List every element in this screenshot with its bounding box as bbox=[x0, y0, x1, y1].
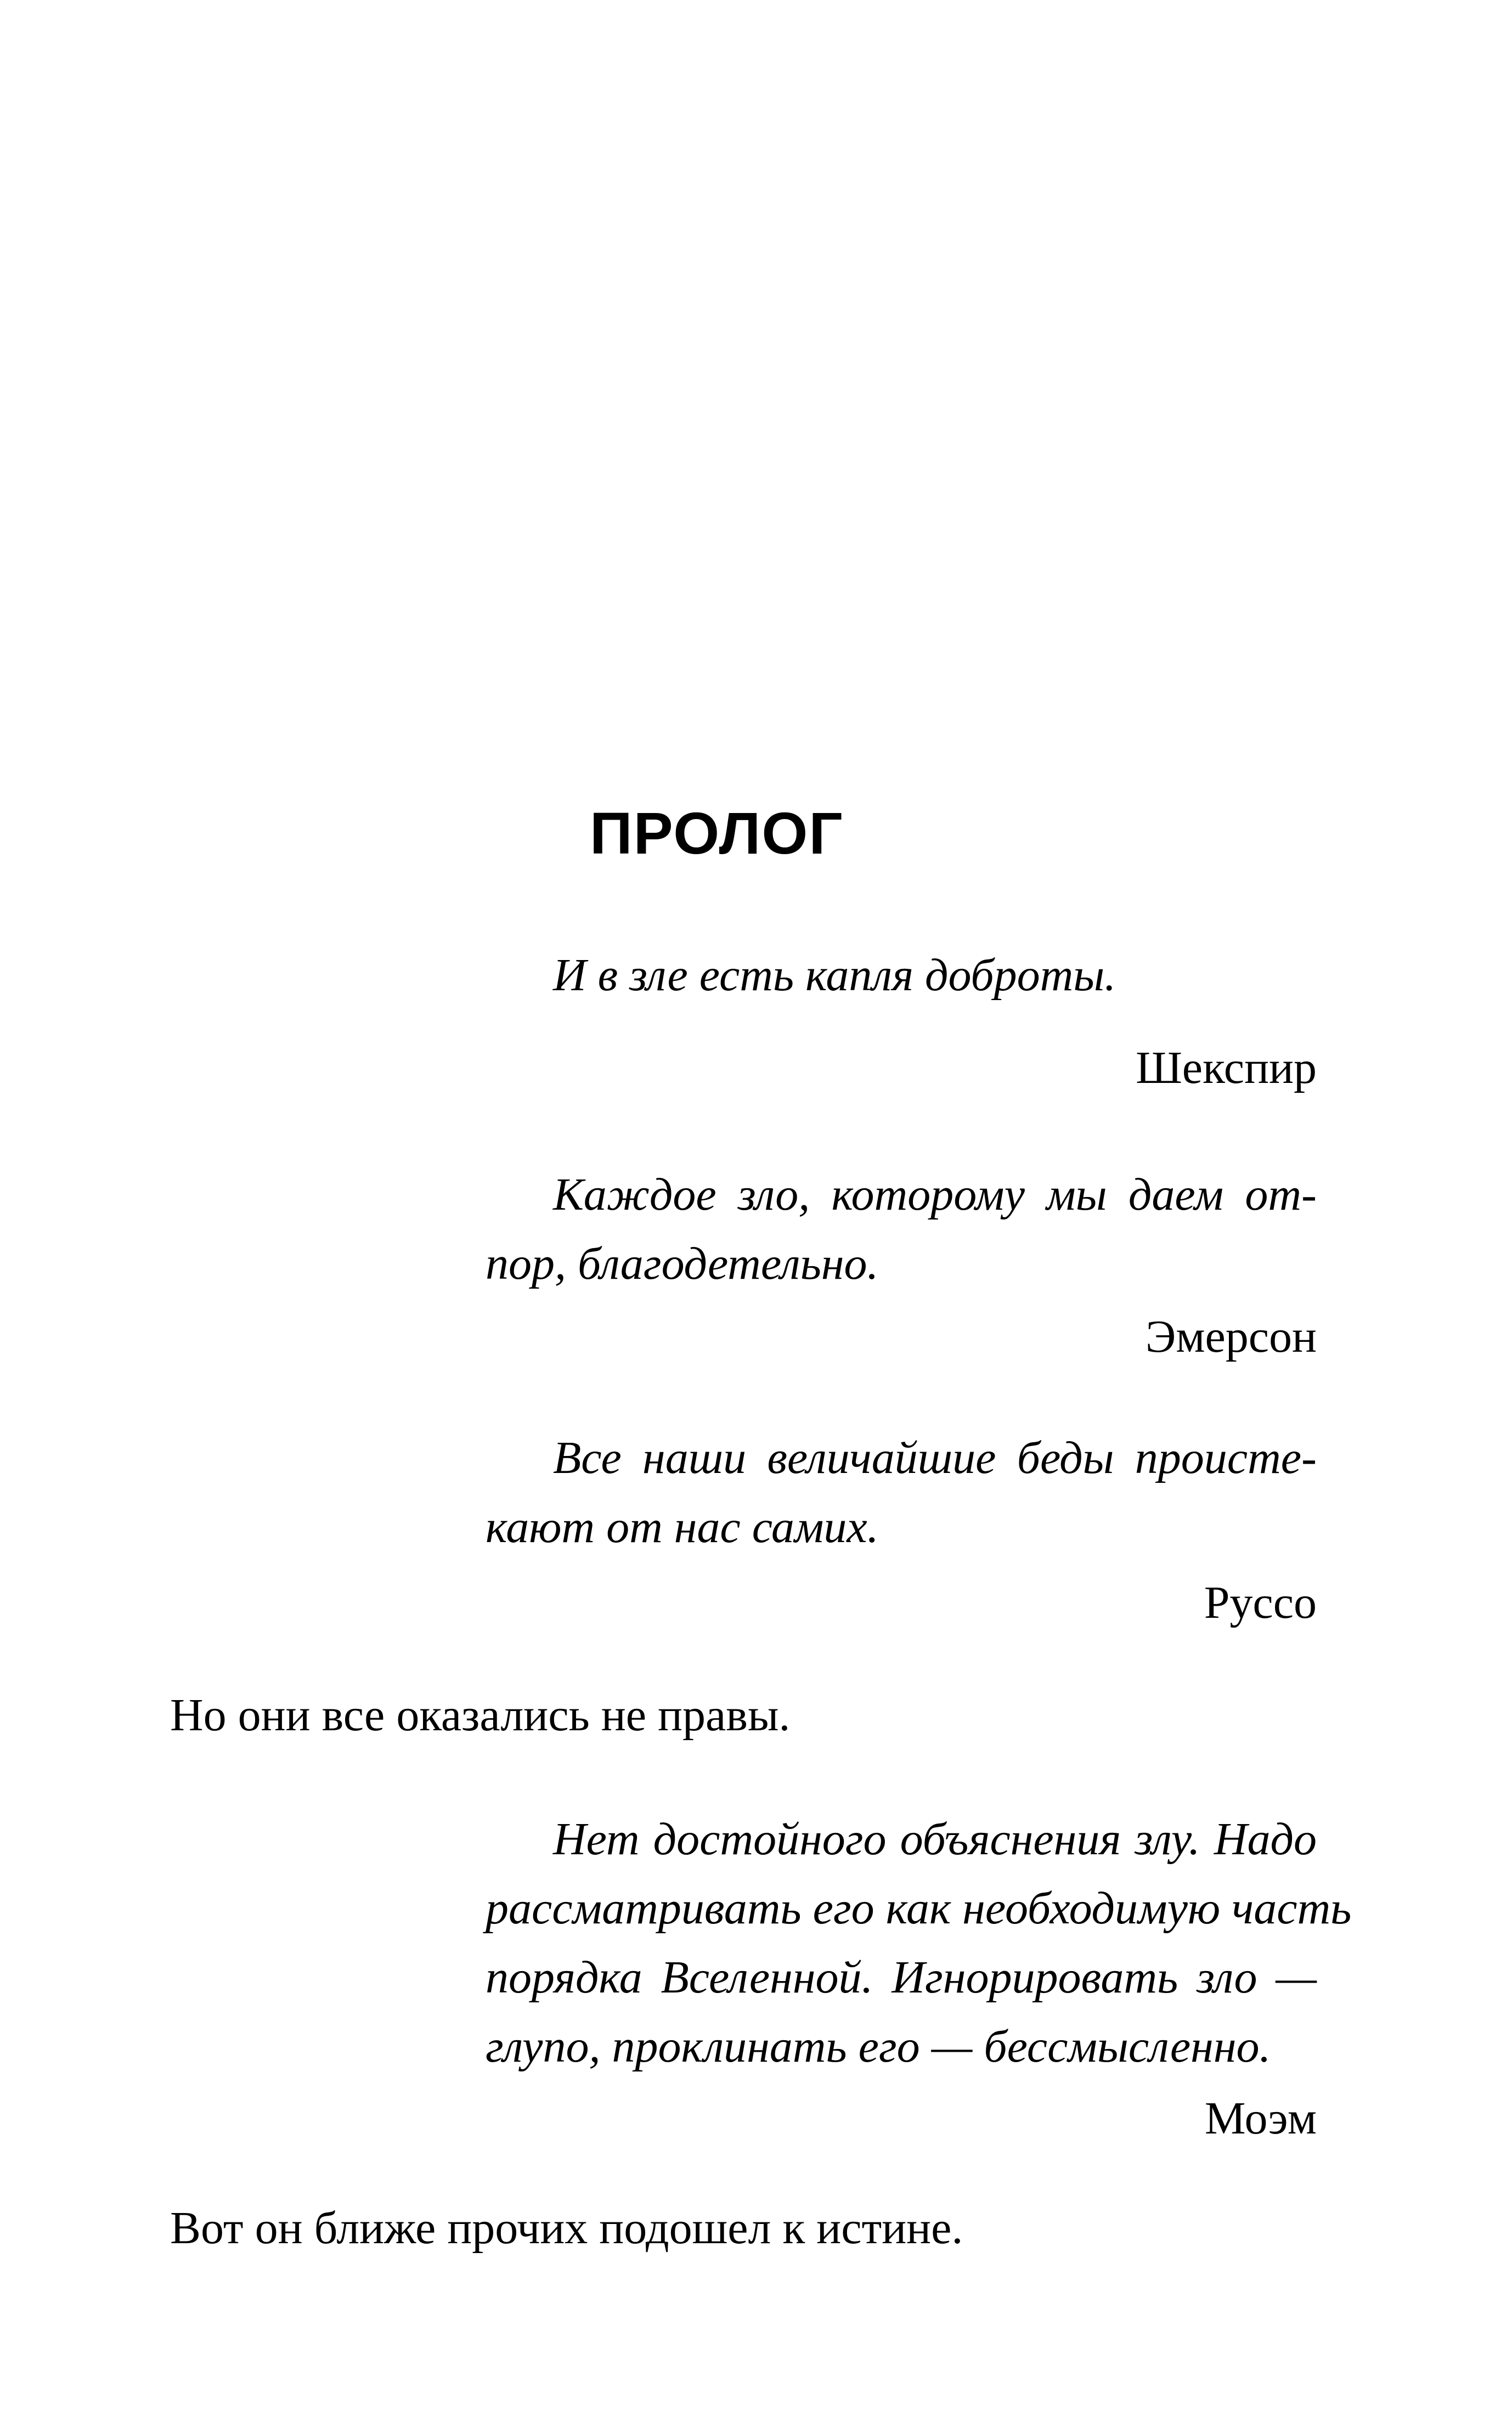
body-paragraph: Вот он ближе прочих подошел к истине. bbox=[170, 2203, 963, 2254]
epigraph-author-shakespeare: Шекспир bbox=[1136, 1042, 1317, 1093]
epigraph-line: пор, благодетельно. bbox=[486, 1238, 879, 1289]
epigraph-maugham bbox=[486, 1805, 1352, 2081]
epigraph-line: Все наши величайшие беды происте- bbox=[553, 1432, 1317, 1483]
epigraph-line: порядка Вселенной. Игнорировать зло — bbox=[486, 1952, 1317, 2003]
epigraph-line: И в зле есть капля доброты. bbox=[553, 950, 1116, 1001]
epigraph-author-emerson: Эмерсон bbox=[1145, 1311, 1317, 1362]
epigraph-line: Нет достойного объяснения злу. Надо bbox=[553, 1814, 1317, 1865]
epigraph-author-maugham: Моэм bbox=[1204, 2093, 1317, 2144]
body-paragraph: Но они все оказались не правы. bbox=[170, 1690, 791, 1741]
epigraph-emerson bbox=[486, 1160, 1317, 1299]
epigraph-line: Каждое зло, которому мы даем от- bbox=[553, 1169, 1317, 1220]
epigraph-line: кают от нас самих. bbox=[486, 1501, 879, 1553]
chapter-title: ПРОЛОГ bbox=[590, 800, 844, 866]
epigraph-line: рассматривать его как необходимую часть bbox=[486, 1883, 1352, 1934]
epigraph-line: глупо, проклинать его — бессмысленно. bbox=[486, 2021, 1271, 2072]
epigraph-shakespeare bbox=[486, 941, 1317, 1010]
epigraph-rousseau bbox=[486, 1424, 1317, 1562]
epigraph-author-rousseau: Руссо bbox=[1204, 1577, 1317, 1628]
